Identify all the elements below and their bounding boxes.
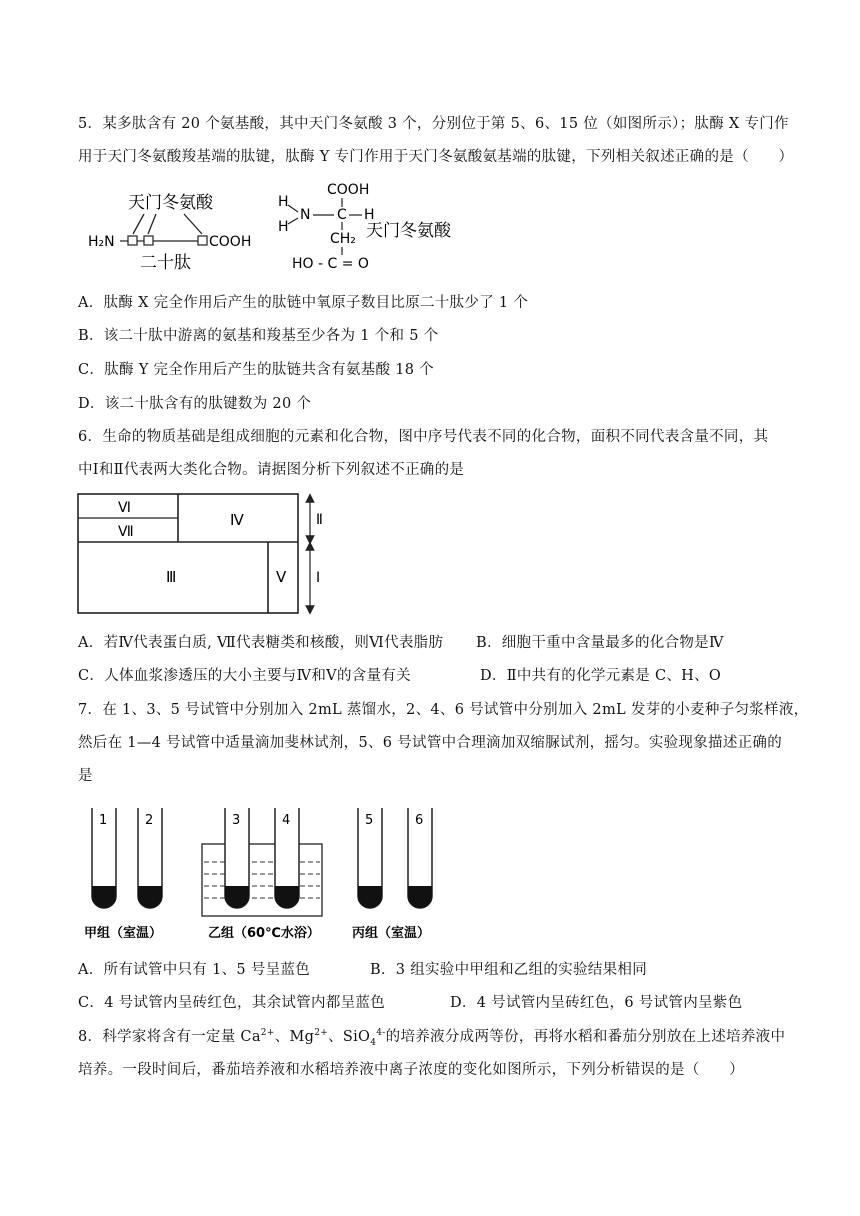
- q6-option-a: A．若Ⅳ代表蛋白质, Ⅶ代表糖类和核酸，则Ⅵ代表脂肪: [78, 635, 444, 651]
- test-tube-3: [225, 808, 249, 908]
- q5-option-c: C．肽酶 Y 完全作用后产生的肽链共含有氨基酸 18 个: [78, 362, 434, 378]
- tube-number: 2: [145, 813, 154, 828]
- test-tube-6: [408, 808, 432, 908]
- label-v: Ⅴ: [276, 568, 287, 586]
- q7-stem-line3: 是: [78, 768, 93, 784]
- label-iv: Ⅳ: [230, 511, 244, 529]
- group-a-label: 甲组（室温）: [84, 926, 163, 941]
- struct-h2: H: [278, 219, 289, 235]
- q6-option-d: D．Ⅱ中共有的化学元素是 C、H、O: [480, 668, 722, 684]
- struct-cooh: COOH: [327, 182, 370, 198]
- q5-stem-line2: 用于天门冬氨酸羧基端的肽键，肽酶 Y 专门作用于天门冬氨酸氨基端的肽键，下列相关叙述正确的是（ ）: [78, 149, 794, 165]
- tube-number: 5: [365, 813, 374, 828]
- q7-stem-line2: 然后在 1—4 号试管中适量滴加斐林试剂，5、6 号试管中合理滴加双缩脲试剂，摇匀。实验现象描述正确的: [78, 735, 783, 751]
- label-ii: Ⅱ: [316, 512, 323, 528]
- struct-bottom: HO - C = O: [292, 256, 369, 272]
- q6-stem-line1: 6．生命的物质基础是组成细胞的元素和化合物，图中序号代表不同的化合物，面积不同代表含量不同，其: [78, 429, 769, 445]
- struct-h1: H: [278, 194, 289, 210]
- q7-option-c: C．4 号试管内呈砖红色，其余试管内都呈蓝色: [78, 995, 386, 1011]
- q8-stem-line1: 8．科学家将含有一定量 $Ca^{2+}$、$Mg^{2+}$、SiO$_4^{4-}$的培养液分成两等份，再将水稻和番茄分别放在上述培养液中: [78, 1028, 786, 1048]
- test-tube-2: [138, 808, 162, 908]
- q7-option-a: A．所有试管中只有 1、5 号呈蓝色: [78, 962, 311, 978]
- peptide-label: 二十肽: [140, 253, 191, 273]
- struct-ch2: CH₂: [330, 231, 356, 247]
- q5-option-d: D．该二十肽含有的肽键数为 20 个: [78, 396, 312, 412]
- q7-option-b: B．3 组实验中甲组和乙组的实验结果相同: [370, 962, 647, 978]
- asp-label-right: 天门冬氨酸: [366, 221, 451, 241]
- label-iii: Ⅲ: [166, 568, 177, 586]
- q7-option-d: D．4 号试管内呈砖红色，6 号试管内呈紫色: [450, 995, 743, 1011]
- asp-label-left: 天门冬氨酸: [128, 193, 213, 213]
- test-tube-4: [275, 808, 299, 908]
- label-vii: Ⅶ: [118, 524, 134, 540]
- q6-stem-line2: 中Ⅰ和Ⅱ代表两大类化合物。请据图分析下列叙述不正确的是: [78, 462, 465, 478]
- q7-test-tube-figure: [84, 800, 464, 942]
- q6-option-c: C．人体血浆渗透压的大小主要与Ⅳ和Ⅴ的含量有关: [78, 668, 411, 684]
- q8-stem-line2: 培养。一段时间后，番茄培养液和水稻培养液中离子浓度的变化如图所示，下列分析错误的是（ ）: [78, 1062, 744, 1078]
- group-c-label: 丙组（室温）: [352, 926, 431, 941]
- q5-stem-line1: 5．某多肽含有 20 个氨基酸，其中天门冬氨酸 3 个，分别位于第 5、6、15 位（如图所示）；肽酶 X 专门作: [78, 116, 789, 132]
- q5-peptide-figure: [84, 178, 464, 278]
- q5-option-b: B．该二十肽中游离的氨基和羧基至少各为 1 个和 5 个: [78, 328, 439, 344]
- label-i: Ⅰ: [316, 570, 321, 586]
- cooh-label: COOH: [209, 234, 252, 250]
- struct-c: C: [337, 207, 347, 223]
- label-vi: Ⅵ: [118, 500, 131, 516]
- tube-number: 1: [99, 813, 108, 828]
- tube-number: 6: [415, 813, 424, 828]
- test-tube-1: [92, 808, 116, 908]
- tube-number: 3: [232, 813, 241, 828]
- q5-option-a: A．肽酶 X 完全作用后产生的肽链中氧原子数目比原二十肽少了 1 个: [78, 295, 529, 311]
- q7-stem-line1: 7．在 1、3、5 号试管中分别加入 2mL 蒸馏水，2、4、6 号试管中分别加入 2mL 发芽的小麦种子匀浆样液，: [78, 702, 809, 718]
- q6-option-b: B．细胞干重中含量最多的化合物是Ⅳ: [476, 635, 724, 651]
- test-tube-5: [358, 808, 382, 908]
- h2n-label: H₂N: [88, 234, 115, 250]
- group-b-label: 乙组（60℃水浴）: [208, 926, 320, 941]
- struct-n: N: [300, 207, 311, 223]
- struct-h3: H: [364, 207, 375, 223]
- q6-compound-figure: [74, 490, 334, 616]
- tube-number: 4: [282, 813, 291, 828]
